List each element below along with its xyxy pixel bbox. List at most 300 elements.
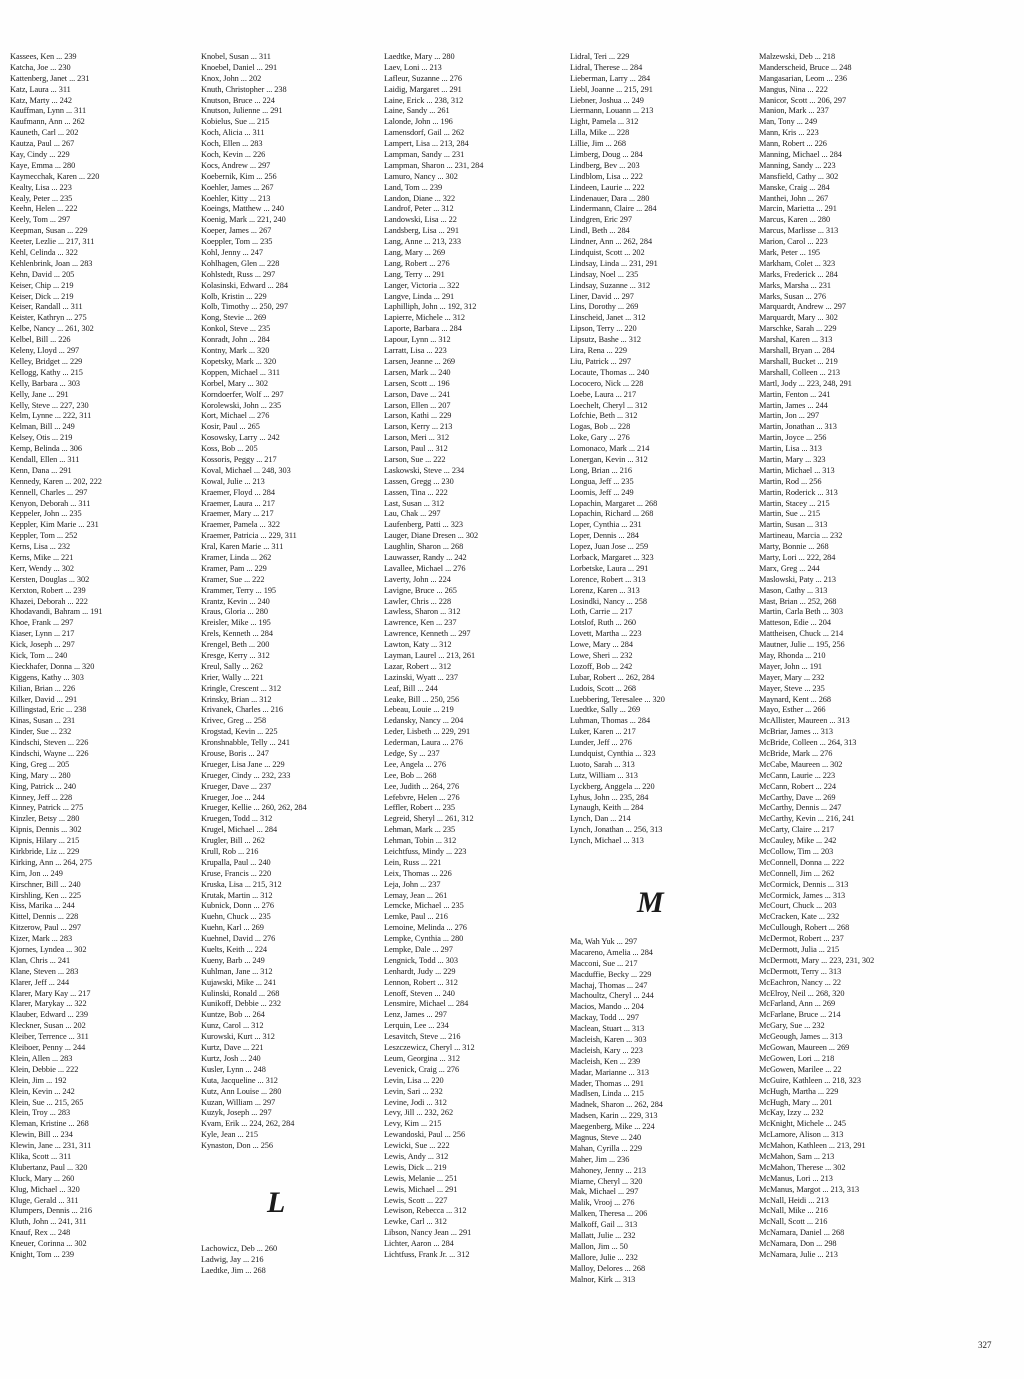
index-entry: McDermot, Robert ... 237: [759, 934, 844, 944]
index-entry: McEachron, Nancy ... 22: [759, 977, 842, 987]
index-entry: Lindsay, Noel ... 235: [570, 269, 639, 279]
index-entry: Lamuro, Nancy ... 302: [384, 171, 458, 181]
index-entry: McKay, Izzy ... 232: [759, 1108, 824, 1118]
index-entry: Kelbel, Bill ... 226: [10, 335, 71, 345]
index-entry: McMahon, Therese ... 302: [759, 1162, 846, 1172]
index-entry: Markham, Colet ... 323: [759, 258, 836, 268]
index-entry: Kaymecchak, Karen ... 220: [10, 171, 100, 181]
index-entry: Lavallee, Michael ... 276: [384, 563, 466, 573]
index-entry: Kick, Tom ... 240: [10, 650, 68, 660]
index-entry: Martin, Lisa ... 313: [759, 444, 822, 454]
index-entry: Martin, Fenton ... 241: [759, 389, 831, 399]
index-entry: Miarne, Cheryl ... 320: [570, 1176, 643, 1186]
index-entry: Kowal, Julie ... 213: [201, 476, 265, 486]
index-entry: Levin, Sari ... 232: [384, 1086, 443, 1096]
index-entry: Ma, Wah Yuk ... 297: [570, 937, 638, 946]
index-entry: McCormick, Dennis ... 313: [759, 879, 849, 889]
index-entry: Krull, Rob ... 216: [201, 847, 259, 857]
index-entry: Martin, James ... 244: [759, 400, 828, 410]
index-entry: King, Patrick ... 240: [10, 781, 77, 791]
index-entry: Lynch, Jonathan ... 256, 313: [570, 825, 663, 835]
index-entry: Krouse, Boris ... 247: [201, 749, 269, 758]
index-entry: Marks, Marsha ... 231: [759, 280, 831, 290]
index-entry: Lengnick, Todd ... 303: [384, 955, 458, 965]
index-entry: Landowski, Lisa ... 22: [384, 215, 457, 225]
index-entry: Kiggens, Kathy ... 303: [10, 672, 84, 682]
index-entry: Kuta, Jacqueline ... 312: [201, 1075, 278, 1085]
index-entry: Lofchie, Beth ... 312: [570, 411, 638, 421]
index-entry: Mayer, John ... 191: [759, 661, 823, 671]
index-entry: Klug, Michael ... 320: [10, 1184, 80, 1194]
index-entry: Larson, Kathi ... 229: [384, 411, 452, 421]
index-entry: Koeppler, Tom ... 235: [201, 237, 273, 247]
index-entry: Kleiboer, Penny ... 244: [10, 1043, 86, 1053]
index-entry: Lampman, Sharon ... 231, 284: [384, 160, 484, 170]
index-entry: Lemcke, Michael ... 235: [384, 901, 464, 911]
index-entry: Mallore, Julie ... 232: [570, 1252, 638, 1262]
index-entry: Kong, Stevie ... 269: [201, 313, 267, 323]
index-entry: Landsberg, Lisa ... 291: [384, 226, 459, 236]
index-entry: Mason, Cathy ... 313: [759, 585, 828, 595]
index-entry: Lillie, Jim ... 268: [570, 139, 626, 149]
index-entry: Martin, Stacey ... 215: [759, 498, 830, 508]
index-entry: Kirschner, Bill ... 240: [10, 879, 81, 889]
index-entry: Kuhlman, Jane ... 312: [201, 966, 273, 976]
index-entry: Logas, Bob ... 228: [570, 422, 631, 432]
index-entry: Klan, Chris ... 241: [10, 955, 71, 965]
index-entry: Kopetsky, Mark ... 320: [201, 356, 277, 366]
index-entry: Lemke, Paul ... 216: [384, 912, 448, 922]
index-entry: Manicor, Scott ... 206, 297: [759, 95, 847, 105]
index-entry: Macconi, Sue ... 217: [570, 958, 638, 968]
index-entry: McBride, Colleen ... 264, 313: [759, 738, 857, 748]
index-entry: Kilian, Brian ... 226: [10, 683, 76, 693]
index-entry: Losindki, Nancy ... 258: [570, 596, 647, 606]
index-entry: Klewin, Jane ... 231, 311: [10, 1141, 92, 1151]
index-entry: Lotslof, Ruth ... 260: [570, 618, 637, 628]
index-entry: Marshal, Karen ... 313: [759, 335, 833, 345]
index-entry: Mackay, Todd ... 297: [570, 1013, 639, 1023]
index-entry: Lindenauer, Dara ... 280: [570, 193, 650, 203]
index-entry: Krugel, Michael ... 284: [201, 825, 278, 835]
index-entry: Leum, Georgina ... 312: [384, 1053, 460, 1063]
index-entry: Lazar, Robert ... 312: [384, 661, 452, 671]
index-entry: Loebe, Laura ... 217: [570, 389, 637, 399]
index-entry: Maslowski, Paty ... 213: [759, 574, 836, 584]
index-entry: Krueger, Kellie ... 260, 262, 284: [201, 803, 307, 813]
index-entry: Lang, Mary ... 269: [384, 248, 446, 258]
index-entry: Klika, Scott ... 311: [10, 1151, 72, 1161]
index-entry: Larson, Sue ... 222: [384, 454, 446, 464]
index-entry: Kruse, Francis ... 220: [201, 868, 272, 878]
index-entry: McNall, Scott ... 216: [759, 1217, 828, 1227]
index-entry: Kirking, Ann ... 264, 275: [10, 857, 92, 867]
index-entry: Martin, Susan ... 313: [759, 520, 828, 530]
index-entry: Keiser, Chip ... 219: [10, 280, 74, 290]
index-entry: Kluth, John ... 241, 311: [10, 1217, 87, 1227]
index-entry: Marion, Carol ... 223: [759, 237, 828, 247]
index-entry: Krueger, Cindy ... 232, 233: [201, 770, 291, 780]
index-entry: Lowe, Mary ... 284: [570, 640, 633, 650]
index-entry: Maegenberg, Mike ... 224: [570, 1122, 655, 1132]
index-entry: Mayo, Esther ... 266: [759, 705, 826, 715]
index-entry: Kraemer, Mary ... 217: [201, 509, 274, 519]
index-entry: Lins, Dorothy ... 269: [570, 302, 639, 312]
index-entry: Klein, Debbie ... 222: [10, 1064, 79, 1074]
index-entry: Loke, Gary ... 276: [570, 433, 630, 443]
index-entry: Kohl, Jenny ... 247: [201, 248, 263, 258]
index-entry: Lindsay, Suzanne ... 312: [570, 280, 651, 290]
index-entry: Lynaugh, Keith ... 284: [570, 803, 644, 813]
index-entry: Kuelts, Keith ... 224: [201, 945, 268, 955]
index-entry: Kolb, Kristin ... 229: [201, 291, 267, 301]
index-entry: Maher, Jim ... 236: [570, 1154, 630, 1164]
index-entry: Lawless, Sharon ... 312: [384, 607, 461, 617]
index-entry: Lenhardt, Judy ... 229: [384, 966, 456, 976]
index-entry: Kehlenbrink, Joan ... 283: [10, 258, 93, 268]
index-entry: Laedtke, Jim ... 268: [201, 1265, 266, 1275]
index-entry: Lawton, Katy ... 312: [384, 640, 452, 650]
index-entry: McConnell, Donna ... 222: [759, 857, 845, 867]
index-entry: McNamara, Don ... 298: [759, 1239, 837, 1249]
index-entry: Larratt, Lisa ... 223: [384, 346, 447, 356]
index-entry: McAllister, Maureen ... 313: [759, 716, 850, 726]
index-entry: Lehman, Mark ... 235: [384, 825, 456, 835]
index-entry: Kubnick, Donn ... 276: [201, 901, 274, 911]
index-entry: Kauneth, Carl ... 202: [10, 128, 79, 138]
index-entry: Malken, Theresa ... 206: [570, 1209, 648, 1219]
index-entry: Kronshnabble, Telly ... 241: [201, 738, 290, 748]
index-entry: Klauber, Edward ... 239: [10, 1010, 89, 1020]
index-entry: Kurtz, Josh ... 240: [201, 1053, 261, 1063]
index-entry: Koval, Michael ... 248, 303: [201, 465, 291, 475]
index-entry: Krier, Wally ... 221: [201, 672, 264, 682]
index-entry: McGuire, Kathleen ... 218, 323: [759, 1075, 861, 1085]
index-entry: Lein, Russ ... 221: [384, 857, 442, 867]
index-entry: McCarthy, Dave ... 269: [759, 792, 836, 802]
index-entry: Kraemer, Floyd ... 284: [201, 487, 275, 497]
index-entry: McDermott, Julia ... 215: [759, 945, 840, 955]
index-entry: Lindgren, Eric 297: [570, 215, 632, 225]
index-entry: Kruegen, Todd ... 312: [201, 814, 273, 824]
index-column-4-m-section: [570, 937, 663, 1286]
index-entry: Lorenz, Karen ... 313: [570, 585, 640, 595]
index-entry: Kenyon, Deborah ... 311: [10, 498, 91, 508]
index-entry: Lang, Anne ... 213, 233: [384, 237, 461, 247]
index-entry: Kassees, Ken ... 239: [10, 52, 77, 61]
index-entry: Loechelt, Cheryl ... 312: [570, 400, 648, 410]
index-entry: Kresge, Kerry ... 312: [201, 650, 270, 660]
index-entry: Kinney, Jeff ... 228: [10, 792, 73, 802]
index-entry: Loper, Dennis ... 284: [570, 531, 639, 541]
index-entry: Lensmire, Michael ... 284: [384, 999, 469, 1009]
index-entry: Manion, Mark ... 237: [759, 106, 829, 116]
index-entry: Lalonde, John ... 196: [384, 117, 453, 127]
index-entry: Lewis, Scott ... 227: [384, 1195, 448, 1205]
index-entry: Maynard, Kent ... 268: [759, 694, 831, 704]
index-entry: McNall, Heidi ... 213: [759, 1195, 829, 1205]
index-entry: Larsen, Jeanne ... 269: [384, 356, 456, 366]
index-entry: Mayer, Steve ... 235: [759, 683, 825, 693]
index-entry: McBriar, James ... 313: [759, 727, 833, 737]
index-entry: Mayer, Mary ... 232: [759, 672, 825, 682]
index-entry: Mallatt, Julie ... 232: [570, 1231, 636, 1241]
index-entry: Keehn, Helen ... 222: [10, 204, 78, 214]
index-entry: Langve, Linda ... 291: [384, 291, 455, 301]
index-entry: Larson, Ellen ... 207: [384, 400, 451, 410]
index-entry: McCourt, Chuck ... 203: [759, 901, 837, 911]
index-entry: Macleish, Karen ... 303: [570, 1035, 647, 1045]
index-entry: Krupalla, Paul ... 240: [201, 857, 271, 867]
index-entry: Kelley, Bridget ... 229: [10, 356, 83, 366]
index-entry: McCauley, Mike ... 242: [759, 836, 837, 846]
index-entry: Kohlhagen, Glen ... 228: [201, 258, 280, 268]
index-entry: Klewin, Bill ... 234: [10, 1130, 73, 1140]
index-entry: Man, Tony ... 249: [759, 117, 818, 127]
index-entry: Mast, Brian ... 252, 268: [759, 596, 837, 606]
index-entry: Marty, Lori ... 222, 284: [759, 552, 836, 562]
index-entry: King, Greg ... 205: [10, 759, 70, 769]
index-entry: Kemp, Belinda ... 306: [10, 444, 82, 454]
index-entry: Kosowsky, Larry ... 242: [201, 433, 280, 443]
index-entry: Luker, Karen ... 217: [570, 727, 636, 737]
index-entry: Liu, Patrick ... 297: [570, 356, 631, 366]
index-entry: Klubertanz, Paul ... 320: [10, 1162, 88, 1172]
index-entry: Lorback, Margaret ... 323: [570, 552, 654, 562]
index-entry: Marty, Bonnie ... 268: [759, 542, 829, 552]
index-entry: Lenoff, Steven ... 240: [384, 988, 455, 998]
index-entry: Kraemer, Patricia ... 229, 311: [201, 531, 297, 541]
index-entry: McFarlane, Bruce ... 214: [759, 1010, 841, 1020]
index-entry: Kreisler, Mike ... 195: [201, 618, 271, 628]
index-entry: Laine, Erick ... 238, 312: [384, 95, 464, 105]
index-entry: Lindquist, Scott ... 202: [570, 248, 645, 258]
index-entry: Martineau, Marcia ... 232: [759, 531, 843, 541]
index-entry: Leffler, Robert ... 235: [384, 803, 455, 813]
index-entry: Laufenberg, Patti ... 323: [384, 520, 464, 530]
index-entry: McElroy, Neil ... 268, 320: [759, 988, 845, 998]
index-entry: Koch, Kevin ... 226: [201, 150, 266, 160]
index-entry: Lawrence, Kenneth ... 297: [384, 629, 471, 639]
index-entry: Kramer, Linda ... 262: [201, 552, 272, 562]
index-entry: Marshall, Bryan ... 284: [759, 346, 835, 356]
index-entry: Keely, Tom ... 297: [10, 215, 71, 225]
index-entry: Katz, Marty ... 242: [10, 95, 72, 105]
index-entry: Lewis, Michael ... 291: [384, 1184, 458, 1194]
index-entry: Kinney, Patrick ... 275: [10, 803, 84, 813]
index-entry: McDermott, Mary ... 223, 231, 302: [759, 955, 875, 965]
index-entry: Klein, Jim ... 192: [10, 1075, 67, 1085]
index-entry: Levine, Jodi ... 312: [384, 1097, 447, 1107]
index-entry: May, Rhonda ... 210: [759, 650, 826, 660]
index-entry: Kneuer, Corinna ... 302: [10, 1239, 87, 1249]
index-entry: Lovett, Martha ... 223: [570, 629, 642, 639]
index-entry: Lapour, Lynn ... 312: [384, 335, 451, 345]
index-entry: Malik, Vrooj ... 276: [570, 1198, 635, 1208]
index-entry: Madnek, Sharon ... 262, 284: [570, 1100, 663, 1110]
index-entry: Kluge, Gerald ... 311: [10, 1195, 79, 1205]
index-entry: Kelly, Steve ... 227, 230: [10, 400, 89, 410]
index-entry: Lee, Judith ... 264, 276: [384, 781, 460, 791]
index-entry: Lindberg, Bev ... 203: [570, 160, 640, 170]
index-entry: Kujawski, Mike ... 241: [201, 977, 277, 987]
index-entry: McGowan, Maureen ... 269: [759, 1043, 850, 1053]
index-entry: Lopachin, Margaret ... 268: [570, 498, 658, 508]
index-entry: Krutak, Martin ... 312: [201, 890, 273, 900]
index-entry: McLamore, Alison ... 313: [759, 1130, 844, 1140]
index-column-2-l-section: [201, 1244, 277, 1277]
index-entry: Kealty, Lisa ... 223: [10, 182, 72, 192]
index-entry: Kusler, Lynn ... 248: [201, 1064, 266, 1074]
index-entry: Madar, Marianne ... 313: [570, 1067, 649, 1077]
index-entry: Laidig, Margaret ... 291: [384, 84, 462, 94]
index-entry: Knauf, Rex ... 248: [10, 1228, 71, 1238]
index-entry: Lesavitch, Steve ... 216: [384, 1032, 461, 1042]
index-entry: Kinder, Sue ... 232: [10, 727, 72, 737]
index-entry: Magnus, Steve ... 240: [570, 1133, 642, 1143]
index-entry: Kealy, Peter ... 235: [10, 193, 73, 203]
index-entry: Kraemer, Pamela ... 322: [201, 520, 280, 530]
index-entry: Manning, Sandy ... 223: [759, 160, 836, 170]
index-entry: Macareno, Amelia ... 284: [570, 947, 653, 957]
index-column-5: [759, 52, 874, 1261]
index-entry: McDermott, Terry ... 313: [759, 966, 842, 976]
index-entry: Keppler, Kim Marie ... 231: [10, 520, 99, 530]
index-entry: McCabe, Maureen ... 302: [759, 759, 843, 769]
index-entry: Katcha, Joe ... 230: [10, 62, 71, 72]
index-entry: Kraemer, Laura ... 217: [201, 498, 275, 508]
index-entry: Lauwasser, Randy ... 242: [384, 552, 467, 562]
index-entry: Kossoris, Peggy ... 217: [201, 454, 277, 464]
index-entry: McMahon, Sam ... 213: [759, 1151, 835, 1161]
index-entry: Larson, Dave ... 241: [384, 389, 451, 399]
index-entry: Lang, Terry ... 291: [384, 269, 445, 279]
index-entry: Lococero, Nick ... 228: [570, 378, 644, 388]
index-entry: Kueny, Barb ... 249: [201, 955, 265, 965]
index-entry: Krueger, Dave ... 237: [201, 781, 272, 791]
index-entry: Matteson, Edie ... 204: [759, 618, 831, 628]
index-entry: Maclean, Stuart ... 313: [570, 1024, 645, 1034]
index-entry: Marks, Frederick ... 284: [759, 269, 838, 279]
index-entry: Kellogg, Kathy ... 215: [10, 367, 83, 377]
index-entry: Keepman, Susan ... 229: [10, 226, 88, 236]
index-entry: Lassen, Tina ... 222: [384, 487, 448, 497]
index-entry: Kattenberg, Janet ... 231: [10, 73, 90, 83]
index-entry: Lewison, Rebecca ... 312: [384, 1206, 467, 1216]
index-entry: Levenick, Craig ... 276: [384, 1064, 460, 1074]
index-entry: Kendall, Ellen ... 311: [10, 454, 80, 464]
index-entry: Kelly, Barbara ... 303: [10, 378, 81, 388]
index-entry: Lewis, Andy ... 312: [384, 1151, 449, 1161]
index-entry: Ladwig, Jay ... 216: [201, 1254, 264, 1264]
index-entry: Krivec, Greg ... 258: [201, 716, 267, 726]
index-entry: Kuehnel, David ... 276: [201, 934, 276, 944]
index-entry: Lempke, Dale ... 297: [384, 945, 453, 955]
index-entry: Kuzyk, Joseph ... 297: [201, 1108, 272, 1118]
index-entry: Lomonaco, Mark ... 214: [570, 444, 650, 454]
index-entry: Lamensdorf, Gail ... 262: [384, 128, 465, 138]
index-entry: Kelm, Lynne ... 222, 311: [10, 411, 92, 421]
index-entry: Lassen, Gregg ... 230: [384, 476, 454, 486]
index-entry: Kleckner, Susan ... 202: [10, 1021, 86, 1031]
index-entry: Lachowicz, Deb ... 260: [201, 1244, 278, 1253]
index-entry: McBride, Mark ... 276: [759, 749, 833, 758]
index-entry: Marcus, Karen ... 280: [759, 215, 831, 225]
index-entry: Marks, Susan ... 276: [759, 291, 826, 301]
index-entry: Kolasinski, Edward ... 284: [201, 280, 288, 290]
index-entry: Marcin, Marietta ... 291: [759, 204, 837, 214]
index-entry: Knuth, Christopher ... 238: [201, 84, 287, 94]
index-entry: Last, Susan ... 312: [384, 498, 445, 508]
index-entry: Lang, Robert ... 276: [384, 258, 450, 268]
index-entry: Luebbering, Teresalee ... 320: [570, 694, 665, 704]
index-entry: Leja, John ... 237: [384, 879, 441, 889]
index-entry: Lerquin, Lee ... 234: [384, 1021, 449, 1031]
index-entry: Lieberman, Larry ... 284: [570, 73, 651, 83]
index-entry: McHugh, Martha ... 229: [759, 1086, 839, 1096]
index-entry: Loth, Carrie ... 217: [570, 607, 633, 617]
index-entry: Kral, Karen Marie ... 311: [201, 542, 284, 552]
index-entry: Larson, Kerry ... 213: [384, 422, 453, 432]
index-entry: Laev, Loni ... 213: [384, 62, 442, 72]
index-entry: Kautza, Paul ... 267: [10, 139, 75, 149]
index-entry: Leszczewicz, Cheryl ... 312: [384, 1043, 475, 1053]
index-entry: Marshall, Colleen ... 213: [759, 367, 841, 377]
index-entry: Manning, Michael ... 284: [759, 150, 842, 160]
index-entry: Larson, Meri ... 312: [384, 433, 450, 443]
index-entry: Kunikoff, Debbie ... 232: [201, 999, 281, 1009]
index-entry: Ludois, Scott ... 268: [570, 683, 637, 693]
index-entry: Knobel, Susan ... 311: [201, 52, 271, 61]
index-entry: McHugh, Mary ... 201: [759, 1097, 833, 1107]
index-entry: King, Mary ... 280: [10, 770, 71, 780]
index-entry: Kreul, Sally ... 262: [201, 661, 263, 671]
index-entry: Lewandoski, Paul ... 256: [384, 1130, 466, 1140]
index-entry: Krugler, Bill ... 262: [201, 836, 265, 846]
page-number: 327: [978, 1340, 992, 1350]
index-entry: Klarer, Jeff ... 244: [10, 977, 70, 987]
index-entry: Luoto, Sarah ... 313: [570, 759, 635, 769]
index-entry: Keleny, Lloyd ... 297: [10, 346, 80, 356]
index-entry: McGeough, James ... 313: [759, 1032, 843, 1042]
index-entry: Marx, Greg ... 244: [759, 563, 820, 573]
index-entry: McManus, Margot ... 213, 313: [759, 1184, 860, 1194]
index-entry: Lewis, Melanie ... 251: [384, 1173, 458, 1183]
index-entry: Kehl, Celinda ... 322: [10, 248, 78, 258]
index-entry: Kerns, Mike ... 221: [10, 552, 74, 562]
index-entry: Kirshling, Ken ... 225: [10, 890, 82, 900]
index-entry: Kelman, Bill ... 249: [10, 422, 75, 432]
index-entry: Lemay, Jean ... 261: [384, 890, 448, 900]
index-entry: Kick, Joseph ... 297: [10, 640, 75, 650]
index-entry: Krivanek, Charles ... 216: [201, 705, 283, 715]
index-entry: McConnell, Jim ... 262: [759, 868, 835, 878]
index-entry: Krueger, Joe ... 244: [201, 792, 265, 802]
index-entry: Koch, Alicia ... 311: [201, 128, 265, 138]
index-entry: Koeings, Matthew ... 240: [201, 204, 284, 214]
index-entry: Kersten, Douglas ... 302: [10, 574, 90, 584]
index-entry: Kringle, Crescent ... 312: [201, 683, 282, 693]
index-entry: Kindschi, Steven ... 226: [10, 738, 89, 748]
index-entry: Kosir, Paul ... 265: [201, 422, 260, 432]
index-entry: Knutson, Bruce ... 224: [201, 95, 275, 105]
index-entry: Koehler, Kitty ... 213: [201, 193, 271, 203]
index-entry: Lafleur, Suzanne ... 276: [384, 73, 462, 83]
index-entry: Locaute, Thomas ... 240: [570, 367, 650, 377]
index-entry: Machoultz, Cheryl ... 244: [570, 991, 654, 1001]
index-entry: Martin, Mary ... 323: [759, 454, 826, 464]
index-entry: Kruska, Lisa ... 215, 312: [201, 879, 282, 889]
